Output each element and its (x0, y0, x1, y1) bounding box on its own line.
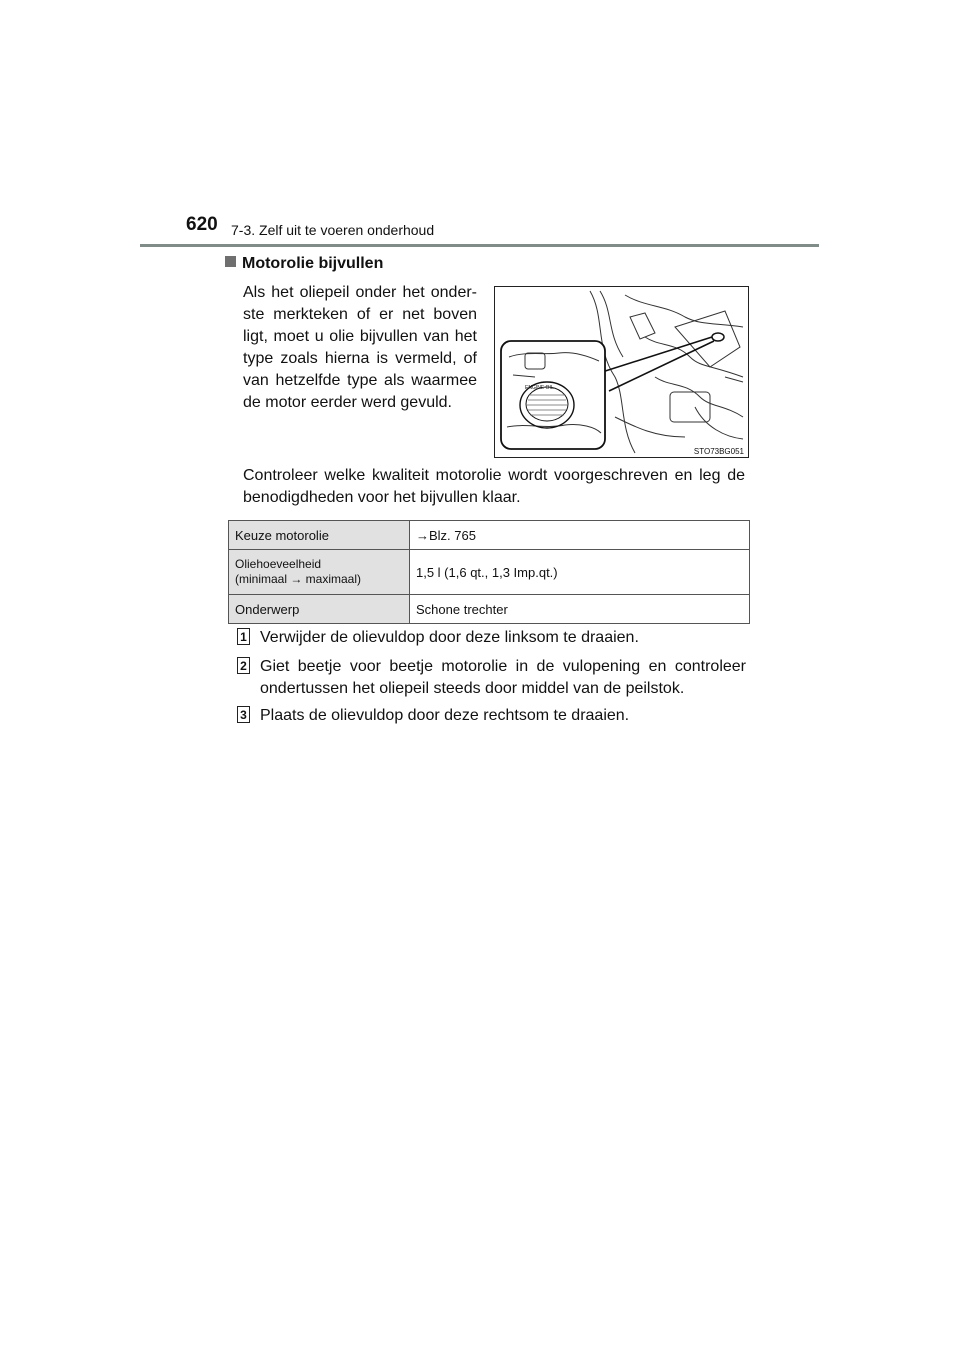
table-key: Keuze motorolie (229, 521, 410, 550)
square-bullet-icon (225, 256, 236, 267)
step-text: Giet beetje voor beetje motorolie in de vulopening en controleer ondertussen het oliepeil steeds door middel van de peilstok. (260, 658, 746, 697)
cap-label: ENGINE OIL (525, 385, 554, 391)
section-heading (225, 255, 383, 273)
section-title: 7-3. Zelf uit te voeren onderhoud (231, 222, 435, 238)
step-text: Plaats de olievuldop door deze rechtsom te draaien. (260, 707, 630, 724)
table-row (229, 521, 750, 550)
engine-oil-cap-illustration (494, 286, 749, 458)
table-key (229, 550, 410, 595)
table-value: Schone trechter (410, 595, 750, 624)
table-value: 1,5 l (1,6 qt., 1,3 Imp.qt.) (410, 550, 750, 595)
table-row (229, 595, 750, 624)
figure-code: STO73BG051 (693, 447, 744, 456)
header-divider (140, 244, 819, 247)
requirements-table (228, 520, 750, 624)
step-text: Verwijder de olievuldop door deze linksom te draaien. (260, 629, 639, 646)
intro-paragraph: Als het oliepeil onder het onder-ste merkteken of er net boven ligt, moet u olie bijvullen van het type zoals hierna is vermeld, of van hetzelfde type als waarmee de motor eerder werd gevuld. (243, 284, 477, 411)
step-number-badge: 2 (237, 657, 250, 674)
table-value: →Blz. 765 (410, 521, 750, 550)
page-number: 620 (186, 214, 218, 235)
table-key: Onderwerp (229, 595, 410, 624)
table-row (229, 550, 750, 595)
step-number-badge: 1 (237, 628, 250, 645)
table-key-line: Oliehoeveelheid (235, 557, 322, 571)
engine-bay-drawing (495, 287, 748, 457)
table-key-line: (minimaal → maximaal) (235, 572, 362, 586)
section-heading-text: Motorolie bijvullen (242, 255, 384, 272)
check-paragraph: Controleer welke kwaliteit motorolie wordt voorgeschreven en leg de benodigdheden voor het bijvullen klaar. (243, 467, 745, 506)
step-number-badge: 3 (237, 706, 250, 723)
